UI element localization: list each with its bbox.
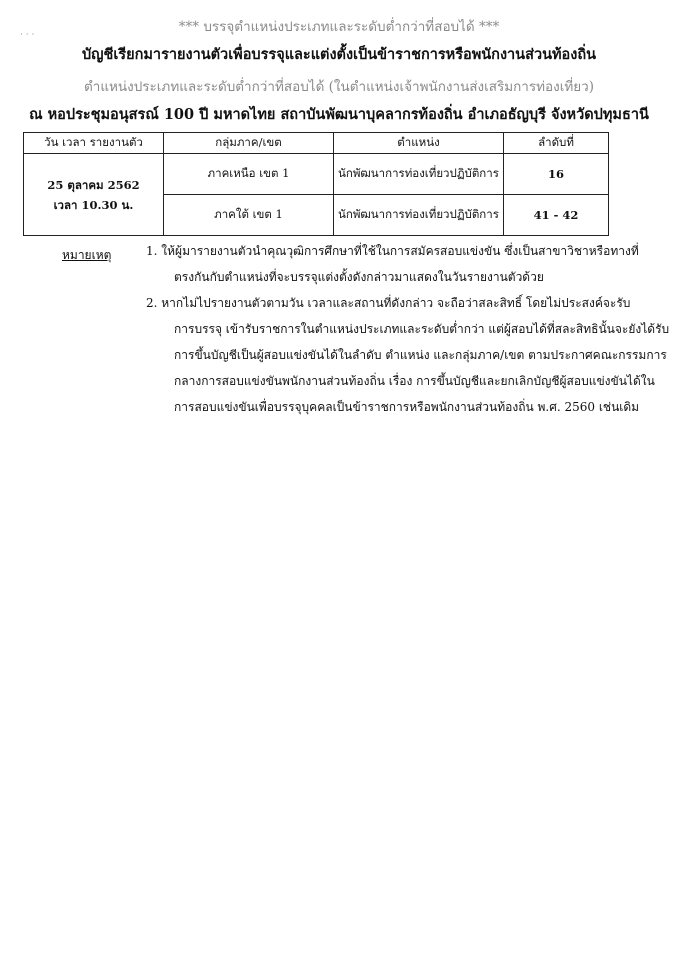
header-line-1: *** บรรจุตำแหน่งประเภทและระดับต่ำกว่าที่สอบได้ *** [178,19,500,35]
note-line: ตรงกันกับตำแหน่งที่จะบรรจุแต่งตั้งดังกล่าวมาแสดงในวันรายงานตัวด้วย [174,270,544,284]
note-2 [146,290,670,420]
header-line-4: ณ หอประชุมอนุสรณ์ 100 ปี มหาดไทย สถาบันพัฒนาบุคลากรท้องถิ่น อำเภอธัญบุรี จังหวัดปทุมธานี [29,106,649,123]
note-line: 2. หากไม่ไปรายงานตัวตามวัน เวลาและสถานที่ดังกล่าว จะถือว่าสละสิทธิ์ โดยไม่ประสงค์จะรับ [146,296,631,310]
note-line: การสอบแข่งขันเพื่อบรรจุบุคคลเป็นข้าราชการหรือพนักงานส่วนท้องถิ่น พ.ศ. 2560 เช่นเดิม [174,400,640,414]
column-header-date: วัน เวลา รายงานตัว [24,133,164,154]
note-1 [146,238,639,290]
notes-label: หมายเหตุ [62,248,112,262]
position-cell: นักพัฒนาการท่องเที่ยวปฏิบัติการ [334,195,504,236]
note-line: 1. ให้ผู้มารายงานตัวนำคุณวุฒิการศึกษาที่ใช้ในการสมัครสอบแข่งขัน ซึ่งเป็นสาขาวิชาหรือทางที่ [146,244,639,258]
note-line: การบรรจุ เข้ารับราชการในตำแหน่งประเภทและระดับต่ำกว่า แต่ผู้สอบได้ที่สละสิทธินั้นจะยังได้รับ [174,322,670,336]
column-header-rank: ลำดับที่ [504,133,609,154]
roster-table [23,132,609,236]
rank-cell: 16 [504,154,609,195]
report-datetime-cell [24,154,164,236]
header-line-3: ตำแหน่งประเภทและระดับต่ำกว่าที่สอบได้ (ในตำแหน่งเจ้าพนักงานส่งเสริมการท่องเที่ยว) [83,79,595,95]
table-row [24,154,609,195]
note-line: การขึ้นบัญชีเป็นผู้สอบแข่งขันได้ในลำดับ ตำแหน่ง และกลุ่มภาค/เขต ตามประกาศคณะกรรมการ [174,348,667,362]
report-date: 25 ตุลาคม 2562 [47,177,140,192]
rank-cell: 41 - 42 [504,195,609,236]
report-time: เวลา 10.30 น. [53,197,134,212]
column-header-position: ตำแหน่ง [334,133,504,154]
table-header-row [24,133,609,154]
position-cell: นักพัฒนาการท่องเที่ยวปฏิบัติการ [334,154,504,195]
region-cell: ภาคใต้ เขต 1 [164,195,334,236]
scan-speck: · · · [20,30,35,40]
note-line: กลางการสอบแข่งขันพนักงานส่วนท้องถิ่น เรื่อง การขึ้นบัญชีและยกเลิกบัญชีผู้สอบแข่งขันได้ใน [174,374,655,388]
region-cell: ภาคเหนือ เขต 1 [164,154,334,195]
header-line-2: บัญชีเรียกมารายงานตัวเพื่อบรรจุและแต่งตั้งเป็นข้าราชการหรือพนักงานส่วนท้องถิ่น [81,46,597,63]
column-header-region: กลุ่มภาค/เขต [164,133,334,154]
